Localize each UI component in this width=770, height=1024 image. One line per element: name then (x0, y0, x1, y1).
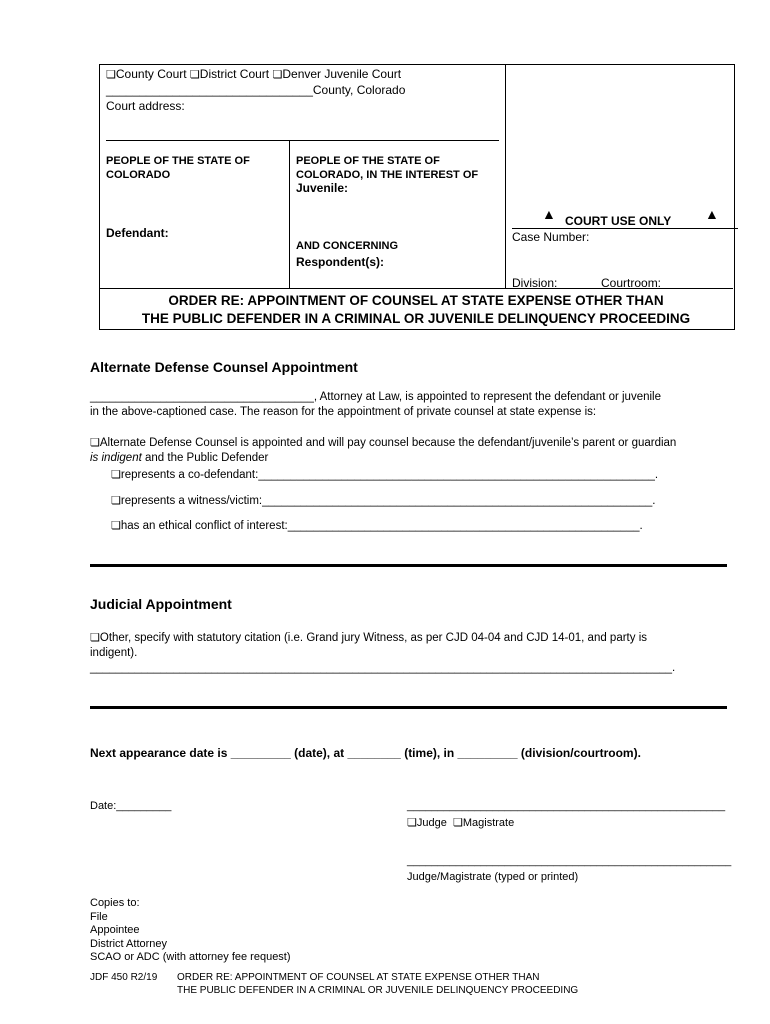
respondent-label: Respondent(s): (296, 255, 384, 269)
alternate-heading: Alternate Defense Counsel Appointment (90, 359, 358, 375)
denver-juvenile-checkbox[interactable] (272, 67, 282, 81)
signature-line[interactable]: ____________________________________________________ (407, 800, 726, 812)
people-left (106, 154, 250, 182)
judge-label: Judge (416, 817, 447, 829)
caption-divider (505, 64, 506, 288)
people-left-line1: PEOPLE OF THE STATE OF (106, 155, 250, 167)
division-label[interactable]: Division: (512, 276, 558, 290)
court-type-options (106, 67, 401, 81)
order-title-line1: ORDER RE: APPOINTMENT OF COUNSEL AT STATE EXPENSE OTHER THAN (168, 293, 664, 308)
form-id: JDF 450 R2/19 (90, 972, 158, 983)
section-divider (90, 706, 727, 709)
section-divider (90, 564, 727, 567)
attorney-name-field[interactable]: ___________________________________, Attorney at Law, is appointed to represent the defendant or juvenile (90, 391, 662, 403)
adc-text-rest: and the Public Defender (141, 452, 269, 464)
county-court-checkbox[interactable] (106, 67, 116, 81)
magistrate-label: Magistrate (462, 817, 515, 829)
codefendant-option (111, 468, 658, 483)
list-item: Appointee (90, 924, 140, 936)
codefendant-checkbox[interactable] (111, 469, 121, 481)
conflict-checkbox[interactable] (111, 520, 121, 532)
adc-checkbox[interactable] (90, 437, 100, 449)
magistrate-checkbox[interactable] (453, 817, 463, 829)
adc-option (90, 436, 676, 466)
county-court-label: County Court (115, 67, 187, 81)
copies-label: Copies to: (90, 897, 140, 909)
other-checkbox[interactable] (90, 632, 100, 644)
copies-list (90, 897, 291, 965)
order-title-line2: THE PUBLIC DEFENDER IN A CRIMINAL OR JUVENILE DELINQUENCY PROCEEDING (141, 311, 691, 326)
other-specify-field[interactable]: ___________________________________________________________________________________________. (90, 662, 676, 674)
name-line[interactable]: _____________________________________________________ (407, 855, 732, 867)
footer-title-line2: THE PUBLIC DEFENDER IN A CRIMINAL OR JUVENILE DELINQUENCY PROCEEDING (177, 984, 579, 996)
date-field[interactable]: Date:_________ (90, 800, 172, 812)
court-info-rule (106, 140, 499, 141)
arrow-up-icon: ▲ (542, 206, 556, 222)
court-use-rule (512, 228, 738, 229)
next-appearance[interactable]: Next appearance date is _________ (date), at ________ (time), in _________ (division/courtroom). (90, 746, 641, 760)
codefendant-field[interactable]: represents a co-defendant:______________________________________________________________. (120, 469, 659, 481)
order-title (99, 288, 733, 329)
footer-title-line1: ORDER RE: APPOINTMENT OF COUNSEL AT STATE EXPENSE OTHER THAN (177, 972, 540, 983)
conflict-option (111, 519, 643, 534)
adc-indigent-text: is indigent (90, 452, 142, 464)
appointment-intro (90, 390, 661, 420)
list-item: File (90, 910, 108, 923)
and-concerning-label: AND CONCERNING (296, 240, 399, 252)
other-text: Other, specify with statutory citation (i.e. Grand jury Witness, as per CJD 04-04 and CJD 14-01, and party is (99, 632, 647, 644)
people-right-line1: PEOPLE OF THE STATE OF (296, 155, 440, 167)
denver-juvenile-label: Denver Juvenile Court (282, 67, 402, 81)
other-text-line2: indigent). (90, 647, 138, 659)
case-number-label[interactable]: Case Number: (512, 230, 590, 244)
witness-field[interactable]: represents a witness/victim:_____________________________________________________________. (120, 495, 656, 507)
intro-text: in the above-captioned case. The reason for the appointment of private counsel at state expense is: (90, 406, 597, 418)
list-item: SCAO or ADC (with attorney fee request) (90, 951, 291, 963)
district-court-checkbox[interactable] (190, 67, 200, 81)
other-option (90, 631, 675, 676)
county-field[interactable]: _______________________________County, Colorado (106, 83, 406, 97)
conflict-field[interactable]: has an ethical conflict of interest:_______________________________________________________. (120, 520, 643, 532)
people-right (296, 154, 478, 182)
footer-title (177, 972, 578, 997)
list-item: District Attorney (90, 937, 168, 950)
people-left-line2: COLORADO (106, 169, 171, 181)
judge-magistrate-options (407, 816, 514, 829)
judicial-heading: Judicial Appointment (90, 596, 232, 612)
defendant-label: Defendant: (106, 226, 169, 240)
arrow-up-icon: ▲ (705, 206, 719, 222)
court-address-label: Court address: (106, 99, 185, 113)
witness-checkbox[interactable] (111, 495, 121, 507)
judge-checkbox[interactable] (407, 817, 417, 829)
district-court-label: District Court (199, 67, 270, 81)
courtroom-label[interactable]: Courtroom: (601, 276, 662, 290)
name-caption: Judge/Magistrate (typed or printed) (407, 871, 579, 883)
people-right-line2: COLORADO, IN THE INTEREST OF (296, 169, 479, 181)
juvenile-label: Juvenile: (296, 181, 349, 195)
party-divider (289, 140, 290, 288)
witness-option (111, 494, 655, 509)
adc-text: Alternate Defense Counsel is appointed and will pay counsel because the defendant/juvenile’s parent or guardian (99, 437, 677, 449)
court-use-label: COURT USE ONLY (565, 214, 672, 228)
